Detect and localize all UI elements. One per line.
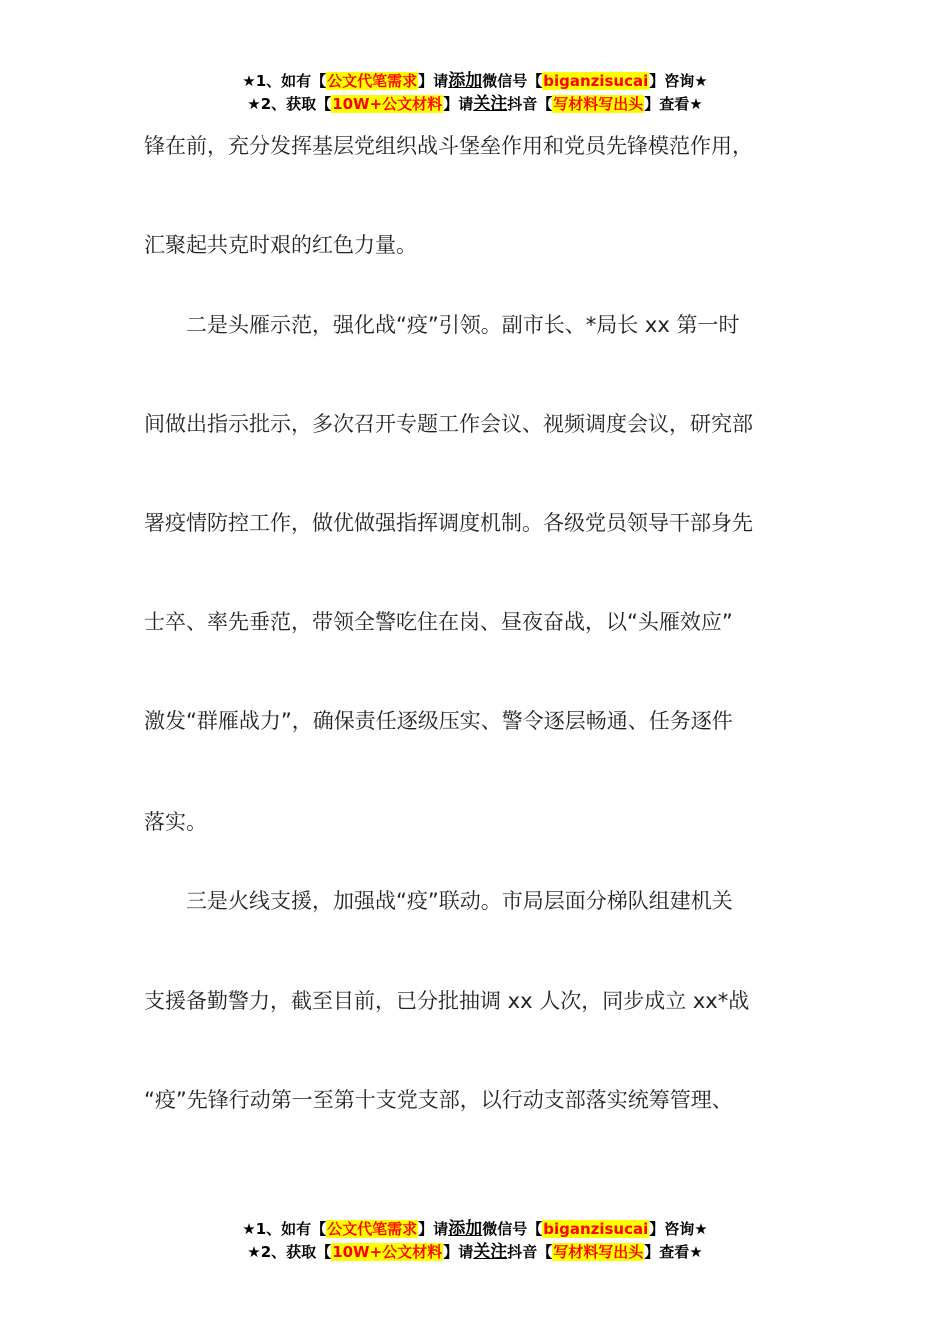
- body-line: 锋在前，充分发挥基层党组织战斗堡垒作用和党员先锋模范作用，: [144, 134, 753, 158]
- highlight-materials: 10W+公文材料: [332, 1243, 443, 1261]
- body-line: 三是火线支援，加强战“疫”联动。市局层面分梯队组建机关: [144, 889, 733, 913]
- banner-line-2: ★2、获取【10W+公文材料】请关注抖音【写材料写出头】查看★: [247, 1242, 703, 1262]
- highlight-wechat-id: biganzisucai: [543, 72, 649, 90]
- highlight-service: 公文代笔需求: [327, 1220, 418, 1238]
- highlight-materials: 10W+公文材料: [332, 95, 443, 113]
- highlight-wechat-id: biganzisucai: [543, 1220, 649, 1238]
- header-banner: [0, 70, 950, 116]
- highlight-douyin: 写材料写出头: [553, 95, 644, 113]
- body-line: 二是头雁示范，强化战“疫”引领。副市长、*局长 xx 第一时: [144, 313, 740, 337]
- body-line: 间做出指示批示，多次召开专题工作会议、视频调度会议，研究部: [144, 412, 753, 436]
- banner-line-1: ★1、如有【公文代笔需求】请添加微信号【biganzisucai】咨询★: [242, 71, 708, 91]
- highlight-douyin: 写材料写出头: [553, 1243, 644, 1261]
- body-line: 支援备勤警力，截至目前，已分批抽调 xx 人次，同步成立 xx*战: [144, 989, 750, 1013]
- body-line: 汇聚起共克时艰的红色力量。: [144, 233, 417, 257]
- banner-line-1: ★1、如有【公文代笔需求】请添加微信号【biganzisucai】咨询★: [242, 1219, 708, 1239]
- body-line: 落实。: [144, 810, 207, 834]
- body-line: “疫”先锋行动第一至第十支党支部，以行动支部落实统筹管理、: [144, 1088, 733, 1112]
- body-line: 士卒、率先垂范，带领全警吃住在岗、昼夜奋战，以“头雁效应”: [144, 610, 733, 634]
- banner-line-2: ★2、获取【10W+公文材料】请关注抖音【写材料写出头】查看★: [247, 94, 703, 114]
- body-line: 激发“群雁战力”，确保责任逐级压实、警令逐层畅通、任务逐件: [144, 709, 733, 733]
- highlight-service: 公文代笔需求: [327, 72, 418, 90]
- body-line: 署疫情防控工作，做优做强指挥调度机制。各级党员领导干部身先: [144, 511, 753, 535]
- footer-banner: [0, 1218, 950, 1264]
